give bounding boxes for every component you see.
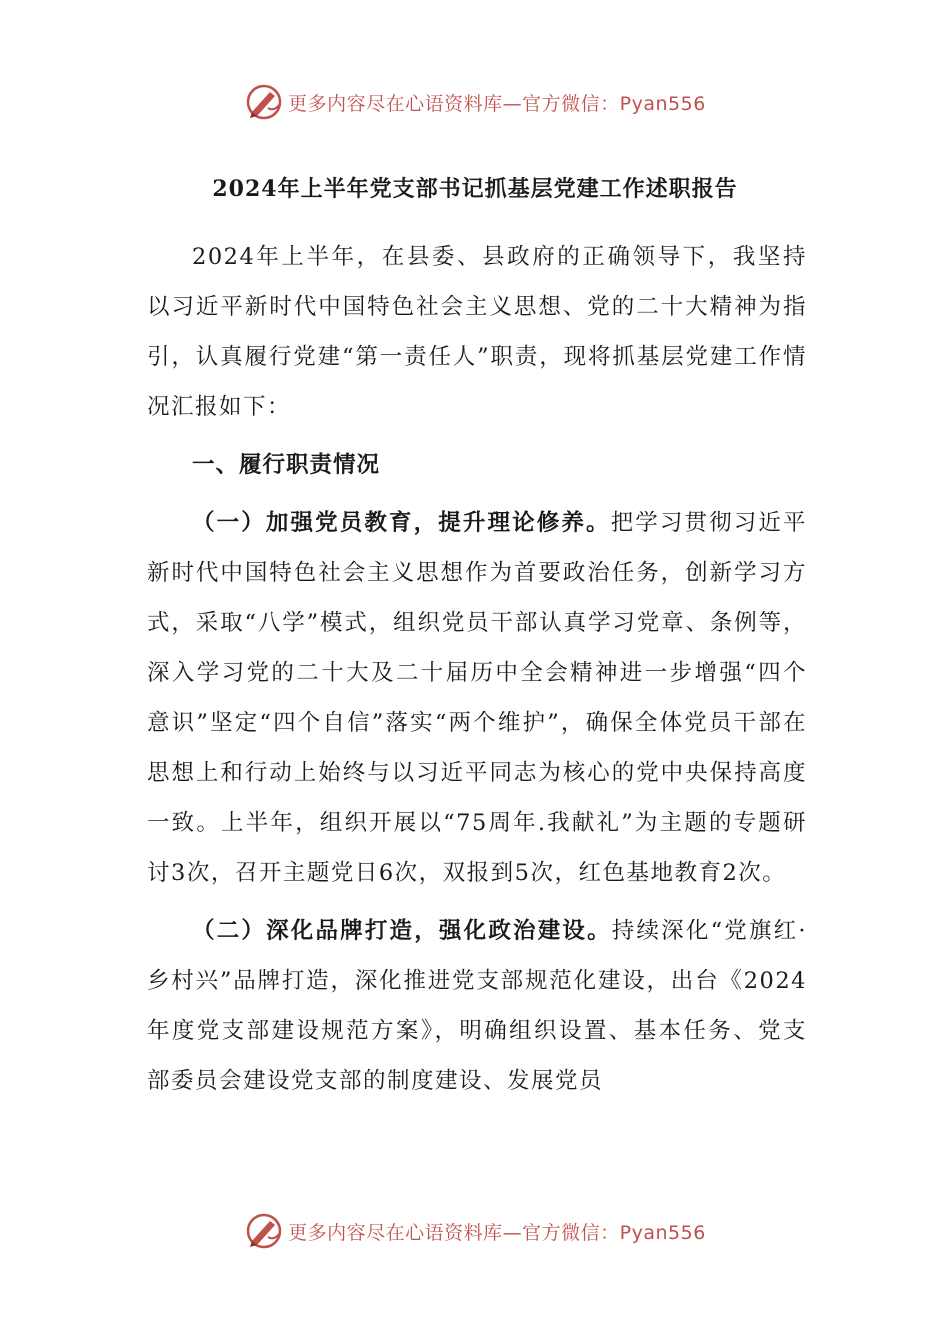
watermark-text: 更多内容尽在心语资料库—官方微信：Pyan556 xyxy=(288,92,706,115)
pen-logo-icon xyxy=(244,82,284,122)
paragraph-item-1 xyxy=(147,498,807,898)
item-2-lead: （二）深化品牌打造，强化政治建设。 xyxy=(192,918,612,944)
intro-paragraph: 2024年上半年，在县委、县政府的正确领导下，我坚持以习近平新时代中国特色社会主义思想、党的二十大精神为指引，认真履行党建“第一责任人”职责，现将抓基层党建工作情况汇报如下： xyxy=(147,244,807,420)
item-2-body: 持续深化“党旗红·乡村兴”品牌打造，深化推进党支部规范化建设，出台《2024年度党支部建设规范方案》，明确组织设置、基本任务、党支部委员会建设党支部的制度建设、发展党员 xyxy=(147,918,807,1094)
paragraph-item-2 xyxy=(147,906,807,1106)
watermark-text: 更多内容尽在心语资料库—官方微信：Pyan556 xyxy=(288,1221,706,1244)
watermark-footer xyxy=(0,1209,950,1253)
watermark-header xyxy=(0,80,950,124)
section-heading: 一、履行职责情况 xyxy=(192,452,381,478)
document-title: 2024年上半年党支部书记抓基层党建工作述职报告 xyxy=(212,176,738,202)
document-body xyxy=(147,232,807,1106)
pen-logo-icon xyxy=(244,1211,284,1251)
item-1-lead: （一）加强党员教育，提升理论修养。 xyxy=(192,510,611,536)
item-1-body: 把学习贯彻习近平新时代中国特色社会主义思想作为首要政治任务，创新学习方式，采取“八学”模式，组织党员干部认真学习党章、条例等，深入学习党的二十大及二十届历中全会精神进一步增强“四个意识”坚定“四个自信”落实“两个维护”，确保全体党员干部在思想上和行动上始终与以习近平同志为核心的党中央保持高度一致。上半年，组织开展以“75周年.我献礼”为主题的专题研讨3次，召开主题党日6次，双报到5次，红色基地教育2次。 xyxy=(147,510,807,886)
